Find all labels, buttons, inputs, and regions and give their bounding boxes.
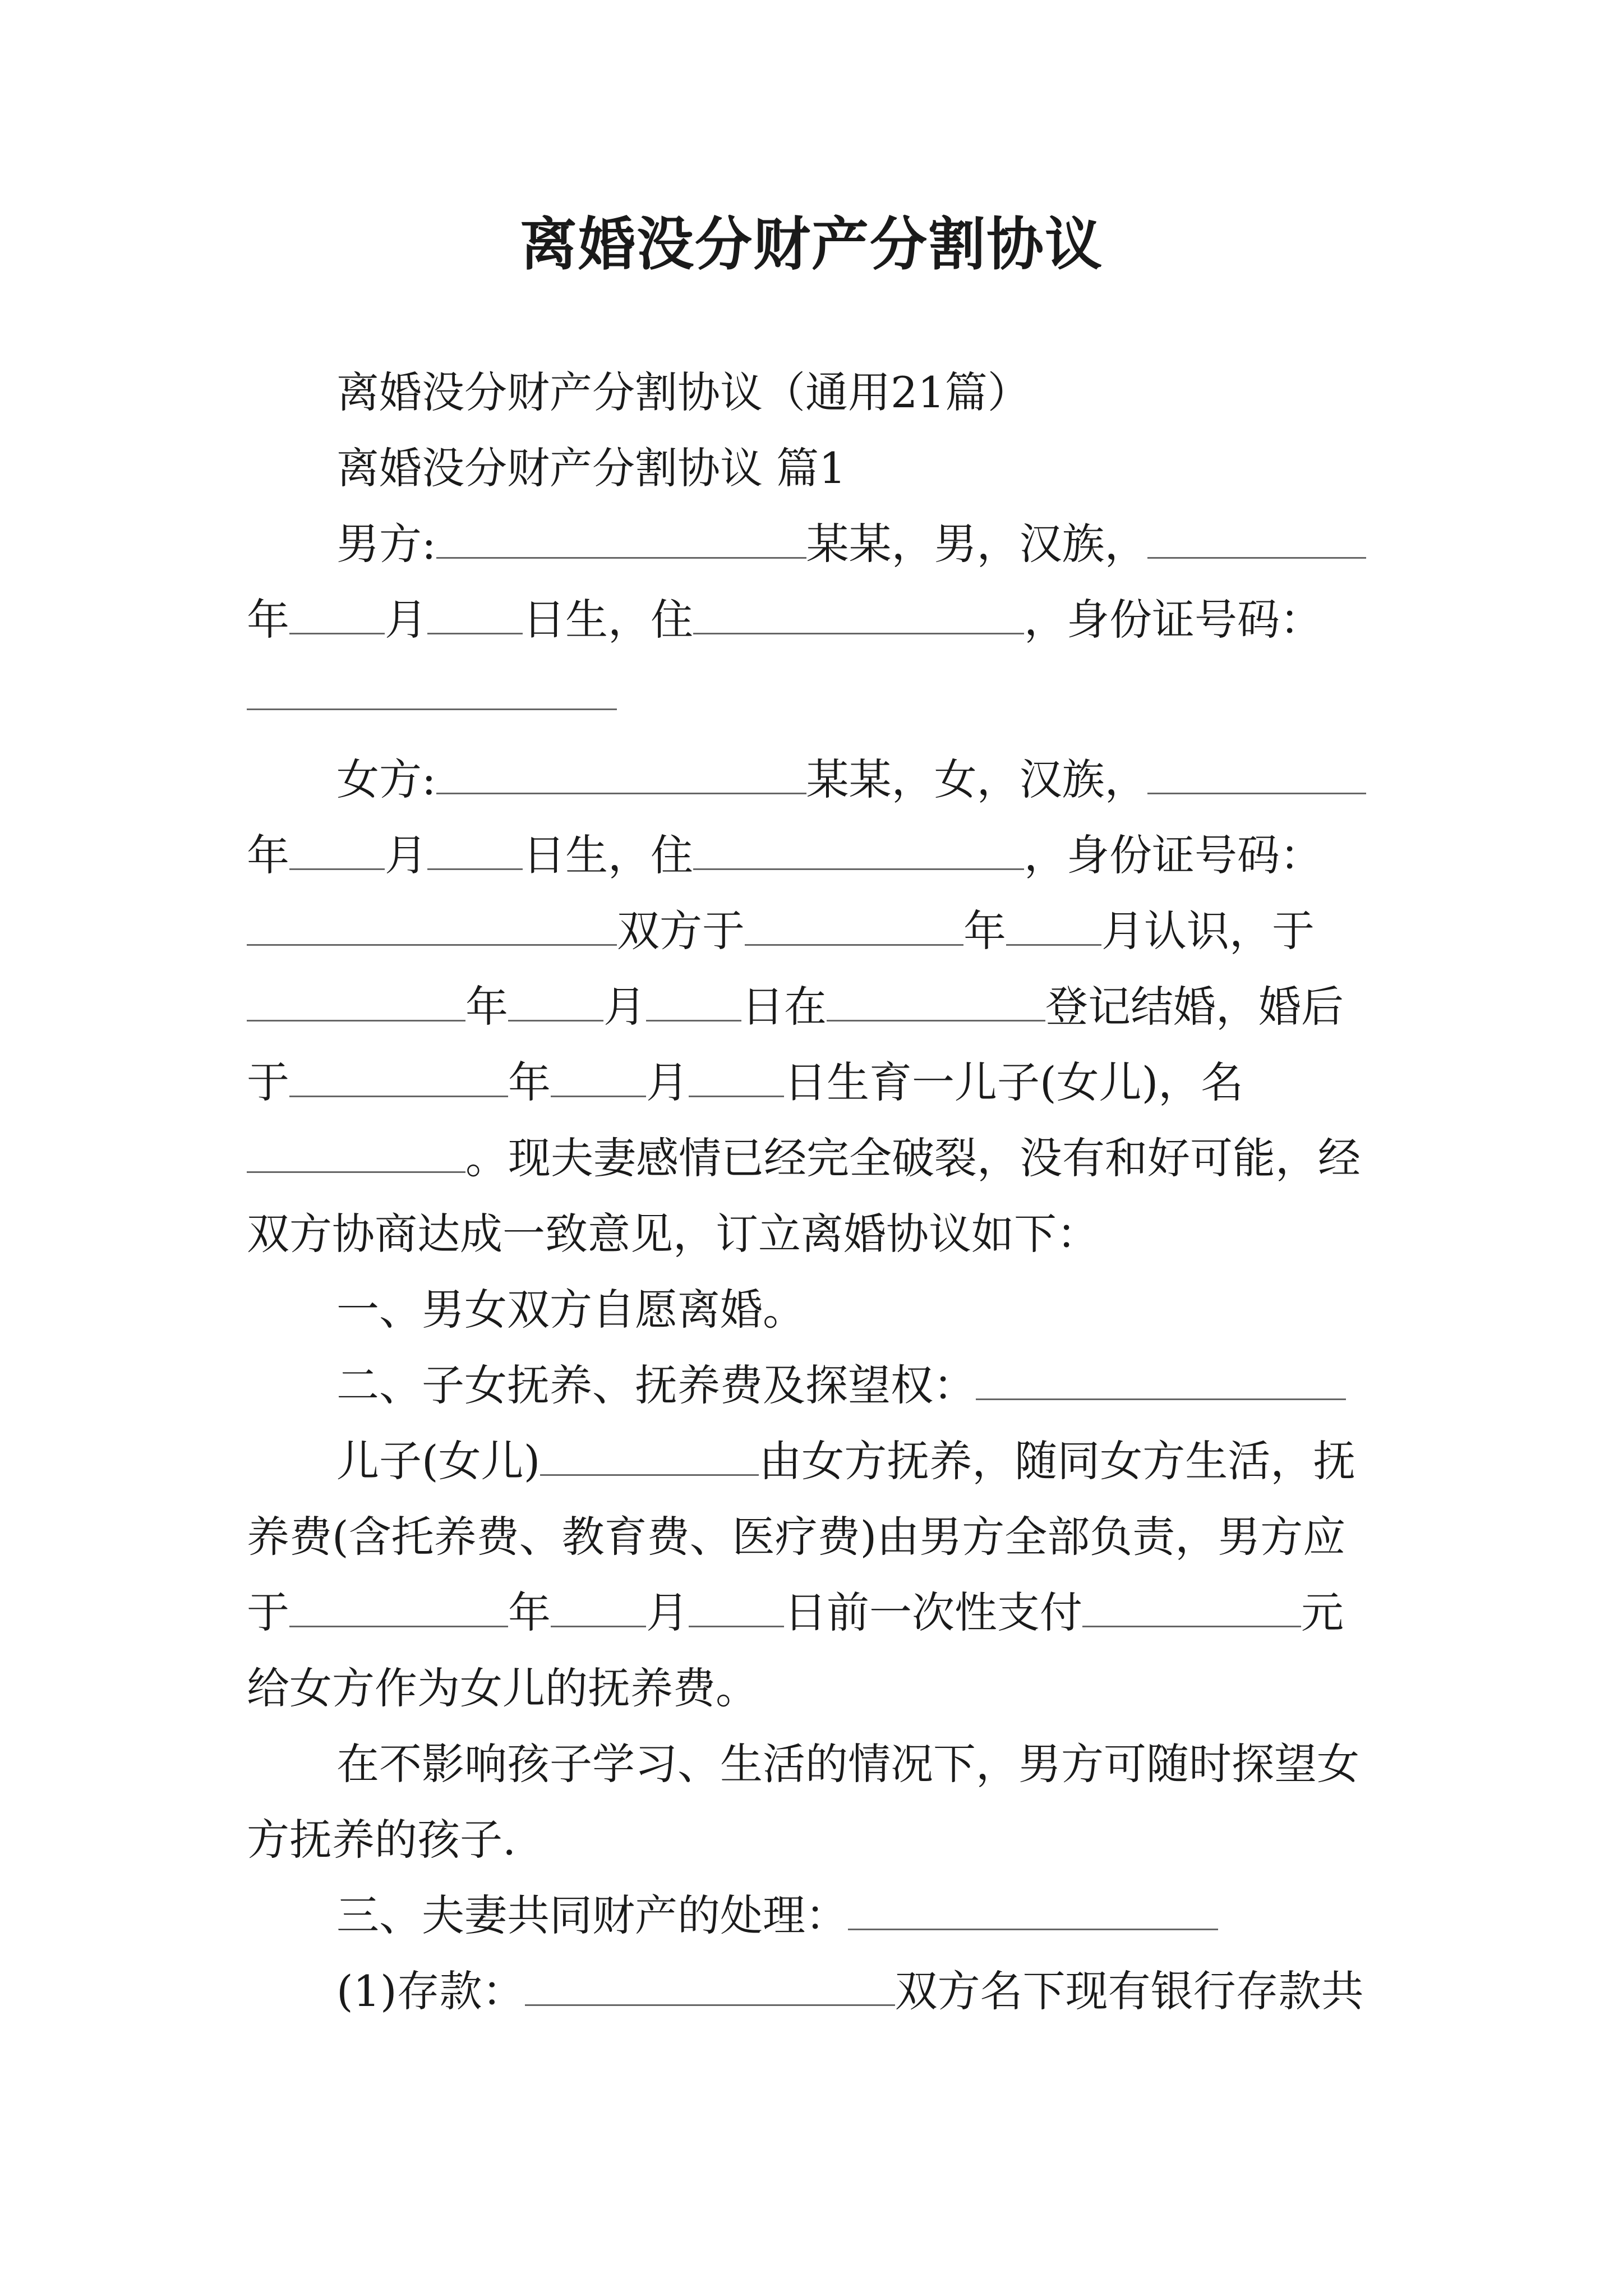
- blank-field[interactable]: [745, 910, 963, 946]
- child-on: 于: [247, 1057, 289, 1107]
- blank-field[interactable]: [436, 759, 806, 794]
- blank-field[interactable]: [289, 1592, 508, 1627]
- blank-field[interactable]: [247, 675, 617, 710]
- meet-line-5: 双方协商达成一致意见，订立离婚协议如下：: [247, 1209, 1099, 1259]
- meet-line-3: [247, 1055, 1385, 1111]
- custody-line-4: 给女方作为女儿的抚养费。: [247, 1663, 758, 1713]
- man-label: 男方:: [336, 519, 436, 569]
- blank-field[interactable]: [689, 1592, 784, 1627]
- custody-son: 儿子(女儿): [336, 1436, 541, 1486]
- woman-year: 年: [247, 830, 289, 880]
- custody-line-3: [247, 1585, 1385, 1641]
- custody-by-woman: 由女方抚养，随同女方生活，抚: [759, 1436, 1356, 1486]
- married-text: 登记结婚，婚后: [1045, 982, 1344, 1032]
- blank-field[interactable]: [289, 599, 385, 634]
- visit-line-1: 在不影响孩子学习、生活的情况下，男方可随时探望女: [336, 1739, 1359, 1789]
- meet-year: 年: [963, 906, 1006, 956]
- clause-2: [247, 1358, 1385, 1414]
- blank-field[interactable]: [693, 599, 1024, 634]
- man-born-live: 日生，住: [523, 595, 693, 645]
- married-month: 月: [603, 982, 646, 1032]
- blank-field[interactable]: [693, 835, 1024, 870]
- woman-desc: 某某，女，汉族，: [806, 754, 1147, 804]
- child-text: 日生育一儿子(女儿)，名: [784, 1057, 1244, 1107]
- blank-field[interactable]: [827, 986, 1045, 1022]
- woman-line-2: [247, 827, 1385, 884]
- meet-line-4: [247, 1130, 1385, 1186]
- blank-field[interactable]: [1147, 523, 1366, 559]
- woman-born-live: 日生，住: [523, 830, 693, 880]
- meet-month: 月认识，于: [1101, 906, 1315, 956]
- blank-field[interactable]: [848, 1895, 1218, 1930]
- blank-field[interactable]: [436, 523, 806, 559]
- blank-field[interactable]: [1147, 759, 1366, 794]
- deposit-label: (1)存款：: [336, 1966, 525, 2016]
- both-on: 双方于: [617, 906, 745, 956]
- custody-line-1: [247, 1433, 1385, 1489]
- broken-text: 。现夫妻感情已经完全破裂，没有和好可能，经: [465, 1133, 1361, 1183]
- deposit-text: 双方名下现有银行存款共: [895, 1966, 1364, 2016]
- woman-label: 女方:: [336, 754, 436, 804]
- custody-year: 年: [508, 1588, 551, 1637]
- clause-2-text: 二、子女抚养、抚养费及探望权：: [336, 1360, 976, 1410]
- blank-field[interactable]: [689, 1062, 784, 1097]
- woman-id-label: ，身份证号码：: [1024, 830, 1322, 880]
- document-subtitle: 离婚没分财产分割协议（通用21篇）: [336, 367, 1030, 417]
- deposit-line: [247, 1963, 1385, 2019]
- woman-month: 月: [385, 830, 427, 880]
- custody-yuan: 元: [1301, 1588, 1344, 1637]
- document-title: 离婚没分财产分割协议: [520, 211, 1103, 278]
- blank-field[interactable]: [540, 1441, 759, 1476]
- man-desc: 某某，男，汉族，: [806, 519, 1147, 569]
- meet-line-1: [247, 903, 1385, 959]
- blank-field[interactable]: [976, 1365, 1346, 1400]
- clause-1: 一、男女双方自愿离婚。: [336, 1285, 805, 1335]
- blank-field[interactable]: [551, 1592, 646, 1627]
- man-year: 年: [247, 595, 289, 645]
- blank-field[interactable]: [525, 1971, 895, 2006]
- blank-field[interactable]: [1082, 1592, 1301, 1627]
- section-heading: 离婚没分财产分割协议 篇1: [336, 443, 846, 493]
- blank-field[interactable]: [551, 1062, 646, 1097]
- custody-pay: 日前一次性支付: [784, 1588, 1082, 1637]
- clause-3-text: 三、夫妻共同财产的处理：: [336, 1890, 848, 1940]
- man-line-2: [247, 592, 1385, 648]
- child-month: 月: [646, 1057, 689, 1107]
- custody-on: 于: [247, 1588, 289, 1637]
- visit-line-2: 方抚养的孩子.: [247, 1815, 517, 1865]
- man-line-1: [247, 516, 1385, 572]
- man-line-3: [247, 668, 1385, 724]
- woman-line-1: [247, 752, 1385, 808]
- blank-field[interactable]: [289, 1062, 508, 1097]
- blank-field[interactable]: [247, 910, 617, 946]
- blank-field[interactable]: [247, 1138, 465, 1173]
- blank-field[interactable]: [1006, 910, 1101, 946]
- man-month: 月: [385, 595, 427, 645]
- meet-line-2: [247, 979, 1385, 1035]
- custody-line-2: 养费(含托养费、教育费、医疗费)由男方全部负责，男方应: [247, 1512, 1346, 1562]
- blank-field[interactable]: [427, 835, 523, 870]
- man-id-label: ，身份证号码：: [1024, 595, 1322, 645]
- child-year: 年: [508, 1057, 551, 1107]
- custody-month: 月: [646, 1588, 689, 1637]
- blank-field[interactable]: [427, 599, 523, 634]
- blank-field[interactable]: [508, 986, 603, 1022]
- married-year: 年: [465, 982, 508, 1032]
- blank-field[interactable]: [646, 986, 741, 1022]
- blank-field[interactable]: [289, 835, 385, 870]
- clause-3: [247, 1888, 1385, 1944]
- married-day-at: 日在: [741, 982, 827, 1032]
- blank-field[interactable]: [247, 986, 465, 1022]
